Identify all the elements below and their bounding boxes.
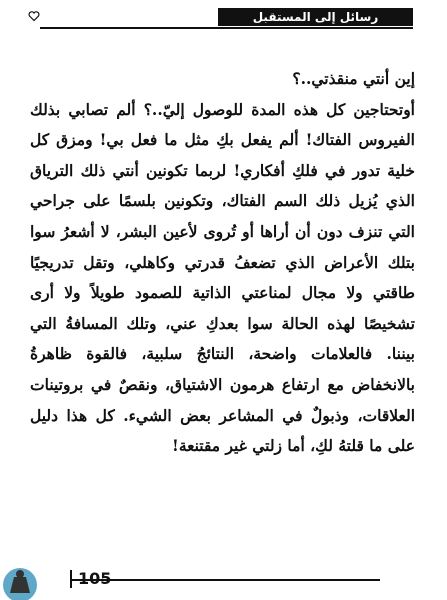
body-text xyxy=(30,64,415,462)
header-title: رسائل إلى المستقبل xyxy=(218,8,413,26)
heart-icon xyxy=(28,10,40,22)
page-number: 105 xyxy=(70,570,111,588)
page-header xyxy=(28,8,413,30)
paragraph-question: إين أنتي منقذتي..؟ xyxy=(292,69,415,88)
app-logo-icon[interactable] xyxy=(0,563,40,600)
header-rule xyxy=(40,27,413,29)
paragraph-main: أوتحتاجين كل هذه المدة للوصول إليّ..؟ ألم تصابي بذلك الفيروس الفتاك! ألم يفعل بكِ مثل ما فعل بي! ومزق كل خلية تدور في فلكِ أفكاري! لربما تكونين أنتي ذلك الترياق الذي يُزيل ذلك السم الفتاك، وتكونين بلسمًا على جراحي التي تنزف دون أن أراها أو تُروى لأعين البشر، لا أشعرُ سوا بتلك الأعراض الذي تضعفُ قدرتي وكاهلي، وتقل تدريجيًا طاقتي ولا مجال لمناعتي الذاتية للصمود طويلاً ولا أرى تشخيصًا لهذه الحالة سوا بعدكِ عني، وتلك المسافةُ التي بيننا. فالعلامات واضحة، النتائجُ سلبية، فالقوة ظاهرةُ بالانخفاض مع ارتفاع هرمون الاشتياق، ونقصٌ في بروتينات العلاقات، وذبولٌ في المشاعر بعض الشيء. كل هذا دليل على ما قلتهُ لكِ، أما زلتي غير مقتنعة! xyxy=(30,99,415,456)
footer-rule xyxy=(70,579,380,581)
